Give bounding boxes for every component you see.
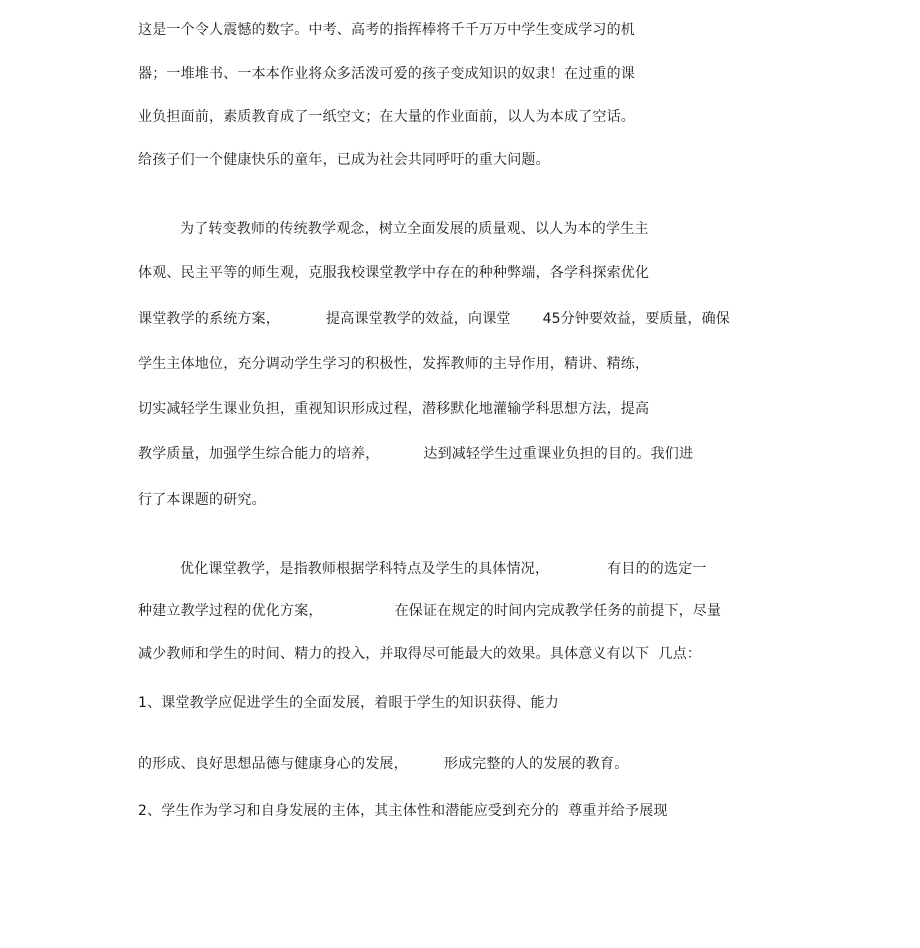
paragraph-2-line-2: 体观、民主平等的师生观，克服我校课堂教学中存在的种种弊端，各学科探索优化 (138, 265, 650, 281)
paragraph-2-line-6-part-b: 达到减轻学生过重课业负担的目的。我们进 (423, 446, 694, 462)
paragraph-1-line-4: 给孩子们一个健康快乐的童年，已成为社会共同呼吁的重大问题。 (138, 152, 550, 168)
paragraph-2-line-6-part-a: 教学质量，加强学生综合能力的培养， (138, 446, 380, 462)
paragraph-2-line-7: 行了本课题的研究。 (138, 492, 266, 508)
paragraph-2-line-3-part-b: 提高课堂教学的效益，向课堂 (326, 311, 511, 327)
paragraph-3-line-1 (180, 560, 707, 578)
paragraph-3-line-2 (138, 602, 721, 620)
paragraph-3-line-1-part-a: 优化课堂教学，是指教师根据学科特点及学生的具体情况， (180, 561, 550, 577)
paragraph-3-line-2-part-a: 种建立教学过程的优化方案， (138, 603, 323, 619)
paragraph-2-line-5: 切实减轻学生课业负担，重视知识形成过程，潜移默化地灌输学科思想方法，提高 (138, 401, 650, 417)
list-item-1-line-2-part-b: 形成完整的人的发展的教育。 (443, 756, 629, 772)
list-item-1-line-1: 1、课堂教学应促进学生的全面发展，着眼于学生的知识获得、能力 (138, 695, 559, 711)
list-item-1-line-2 (138, 755, 628, 773)
list-item-1-line-2-part-a: 的形成、良好思想品德与健康身心的发展， (138, 756, 408, 772)
paragraph-2-line-4: 学生主体地位，充分调动学生学习的积极性，发挥教师的主导作用，精讲、精练， (138, 356, 650, 372)
paragraph-3-line-3: 减少教师和学生的时间、精力的投入，并取得尽可能最大的效果。具体意义有以下 几点： (138, 646, 702, 662)
paragraph-2-line-3-part-a: 课堂教学的系统方案， (138, 311, 280, 327)
paragraph-1-line-1: 这是一个令人震憾的数字。中考、高考的指挥棒将千千万万中学生变成学习的机 (138, 22, 635, 38)
paragraph-2-line-1: 为了转变教师的传统教学观念，树立全面发展的质量观、以人为本的学生主 (180, 221, 649, 237)
paragraph-2-line-3 (138, 310, 730, 328)
paragraph-3-line-1-part-b: 有目的的选定一 (607, 561, 707, 577)
paragraph-3-line-2-part-b: 在保证在规定的时间内完成教学任务的前提下，尽量 (394, 603, 722, 619)
paragraph-1-line-2: 器；一堆堆书、一本本作业将众多活泼可爱的孩子变成知识的奴隶！在过重的课 (138, 66, 635, 82)
list-item-2-line-1: 2、学生作为学习和自身发展的主体，其主体性和潜能应受到充分的 尊重并给予展现 (138, 803, 668, 819)
paragraph-1-line-3: 业负担面前，素质教育成了一纸空文；在大量的作业面前，以人为本成了空话。 (138, 109, 635, 125)
paragraph-2-line-6 (138, 445, 693, 463)
paragraph-2-line-3-part-c: 45分钟要效益，要质量，确保 (542, 311, 730, 327)
